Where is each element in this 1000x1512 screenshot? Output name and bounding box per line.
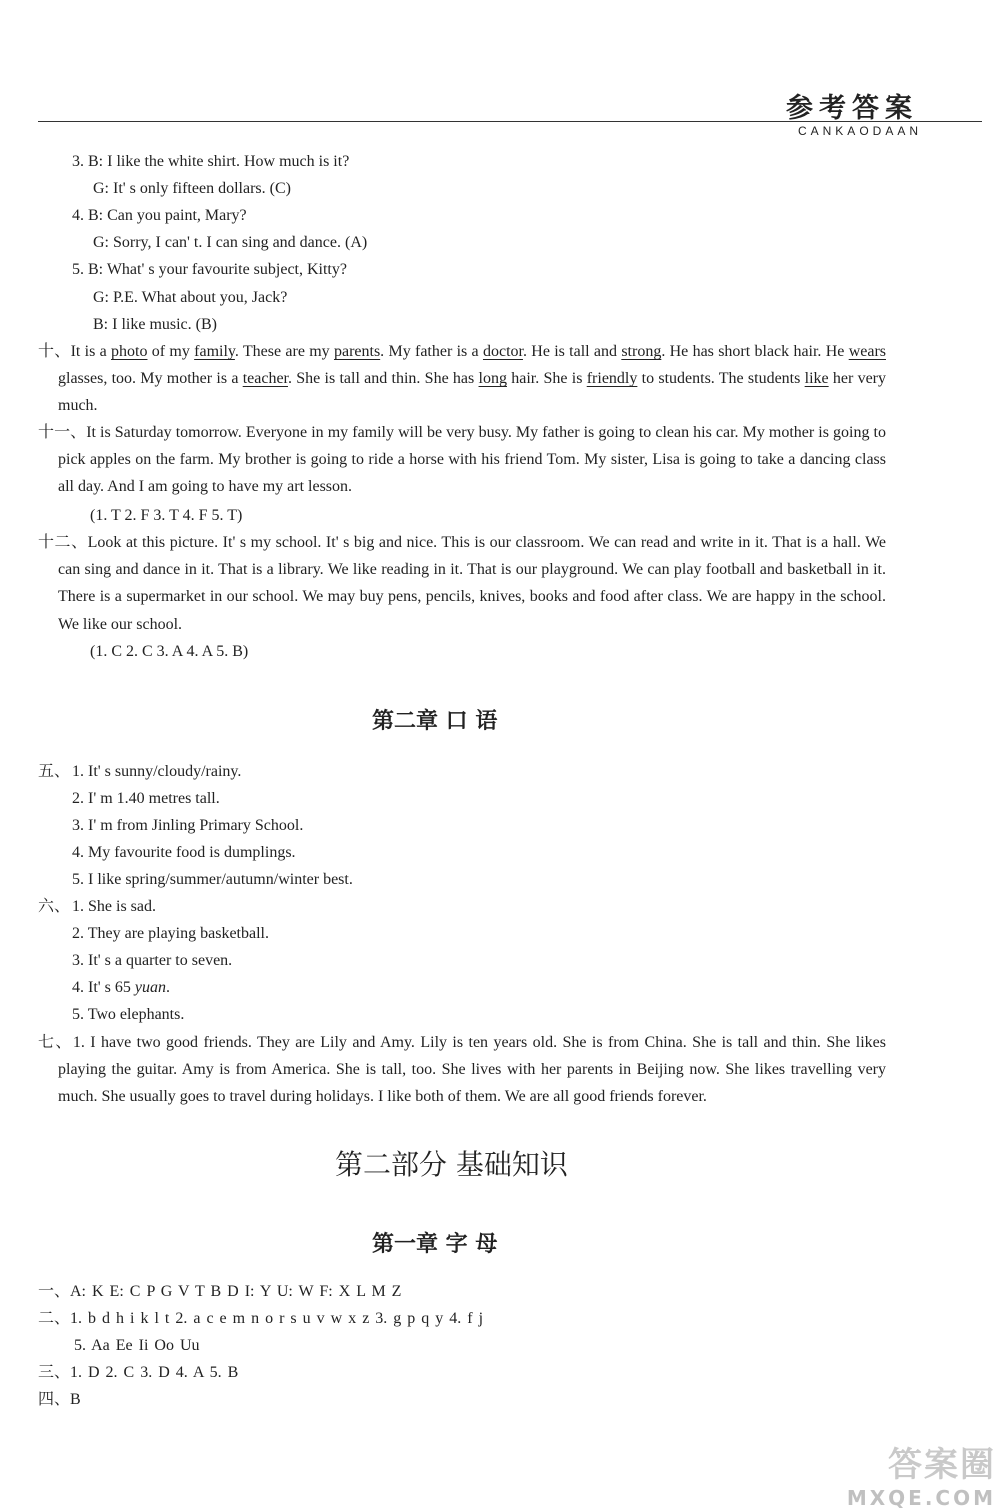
dialog-line: 4. B: Can you paint, Mary? — [72, 207, 247, 224]
passage-text: of my — [147, 343, 195, 360]
list-item-end: . — [166, 979, 170, 996]
list-item-text: 4. It' s 65 — [72, 979, 135, 996]
underlined-answer: family — [194, 343, 235, 360]
dialog-line: G: It' s only fifteen dollars. (C) — [93, 180, 291, 197]
passage-text: It is a — [70, 343, 112, 360]
answer-row: 四、B — [38, 1391, 81, 1408]
underlined-answer: long — [478, 370, 507, 388]
question-12 — [38, 529, 886, 638]
list-item: 3. I' m from Jinling Primary School. — [72, 817, 304, 834]
dialog-line: B: I like music. (B) — [93, 316, 217, 333]
passage-text: . He has short black hair. He — [661, 343, 849, 360]
question-12-answers: (1. C 2. C 3. A 4. A 5. B) — [90, 643, 249, 660]
list-item: 3. It' s a quarter to seven. — [72, 952, 233, 969]
yuan-word: yuan — [134, 979, 166, 996]
passage-text: . My father is a — [380, 343, 483, 360]
list-item — [72, 974, 170, 1001]
page-header-subtitle: CANKAODAAN — [797, 124, 922, 138]
passage-text: . He is tall and — [522, 343, 622, 360]
answer-row: 三、1. D 2. C 3. D 4. A 5. B — [38, 1364, 239, 1381]
underlined-answer: strong — [621, 343, 662, 360]
list-item: 1. It' s sunny/cloudy/rainy. — [72, 763, 242, 780]
question-label: 十、 — [38, 343, 71, 360]
underlined-answer: teacher — [242, 370, 288, 388]
page-header-title: 参考答案 — [786, 93, 918, 124]
list-item: 1. She is sad. — [72, 898, 156, 915]
question-label: 六、 — [38, 898, 71, 915]
chapter-heading: 第一章 字 母 — [372, 1231, 498, 1257]
underlined-answer: doctor — [482, 343, 523, 360]
underlined-answer: friendly — [586, 370, 638, 388]
watermark-text: 答案圈 — [888, 1445, 996, 1485]
underlined-answer: wears — [848, 343, 886, 360]
passage-text: . She is tall and thin. She has — [287, 370, 479, 388]
passage-text: her very much. — [58, 370, 887, 415]
answer-row: 一、A: K E: C P G V T B D I: Y U: W F: X L M Z — [38, 1283, 402, 1300]
dialog-line: 5. B: What' s your favourite subject, Kitty? — [72, 261, 347, 278]
watermark-url: MXQE.COM — [846, 1486, 996, 1510]
underlined-answer: parents — [333, 343, 381, 360]
question-12-text: Look at this picture. It' s my school. It' s big and nice. This is our classroom. We can read and write in it. That is a hall. We can sing and dance in it. That is a library. We like reading in it. That is our playground. We can play football and basketball in it. There is a supermarket in our school. We may buy pens, pencils, knives, books and food after class. We are happy in the school. We like our school. — [58, 534, 886, 633]
question-label: 五、 — [38, 763, 71, 780]
chapter-heading: 第二章 口 语 — [372, 708, 498, 734]
list-item: 2. I' m 1.40 metres tall. — [72, 790, 220, 807]
header-divider — [38, 121, 982, 122]
question-10 — [38, 338, 887, 420]
watermark-logo — [847, 1437, 996, 1510]
list-item: 5. Two elephants. — [72, 1006, 185, 1023]
underlined-answer: like — [804, 370, 829, 388]
question-10-text — [58, 343, 886, 414]
question-7-text: 1. I have two good friends. They are Lily and Amy. Lily is ten years old. She is from China. She is tall and thin. She likes playing the guitar. Amy is from America. She is tall, too. She lives with her parents in Beijing now. She likes travelling very much. She usually goes to travel during holidays. I like both of them. We are all good friends forever. — [58, 1034, 886, 1106]
dialog-line: G: P.E. What about you, Jack? — [93, 289, 288, 306]
passage-text: to students. The students — [637, 370, 805, 388]
answer-row: 5. Aa Ee Ii Oo Uu — [74, 1337, 200, 1354]
part-heading: 第二部分 基础知识 — [335, 1148, 568, 1181]
list-item: 5. I like spring/summer/autumn/winter best. — [72, 871, 353, 888]
answer-row: 二、1. b d h i k l t 2. a c e m n o r s u v w x z 3. g p q y 4. f j — [38, 1310, 484, 1327]
passage-text: glasses, too. My mother is a — [58, 370, 243, 388]
dialog-line: 3. B: I like the white shirt. How much is it? — [72, 153, 350, 170]
question-11-answers: (1. T 2. F 3. T 4. F 5. T) — [90, 507, 243, 524]
passage-text: . These are my — [234, 343, 334, 360]
dialog-line: G: Sorry, I can' t. I can sing and dance. (A) — [93, 234, 368, 251]
list-item: 2. They are playing basketball. — [72, 925, 269, 942]
question-label: 七、 — [38, 1034, 73, 1051]
question-11 — [38, 419, 886, 501]
question-7 — [38, 1029, 886, 1111]
list-item: 4. My favourite food is dumplings. — [72, 844, 296, 861]
underlined-answer: photo — [111, 343, 148, 360]
question-label: 十一、 — [38, 424, 87, 441]
question-label: 十二、 — [38, 534, 88, 551]
question-11-text: It is Saturday tomorrow. Everyone in my family will be very busy. My father is going to clean his car. My mother is going to pick apples on the farm. My brother is going to ride a horse with his friend Tom. My sister, Lisa is going to take a dancing class all day. And I am going to have my art lesson. — [58, 424, 886, 496]
passage-text: hair. She is — [506, 370, 587, 388]
